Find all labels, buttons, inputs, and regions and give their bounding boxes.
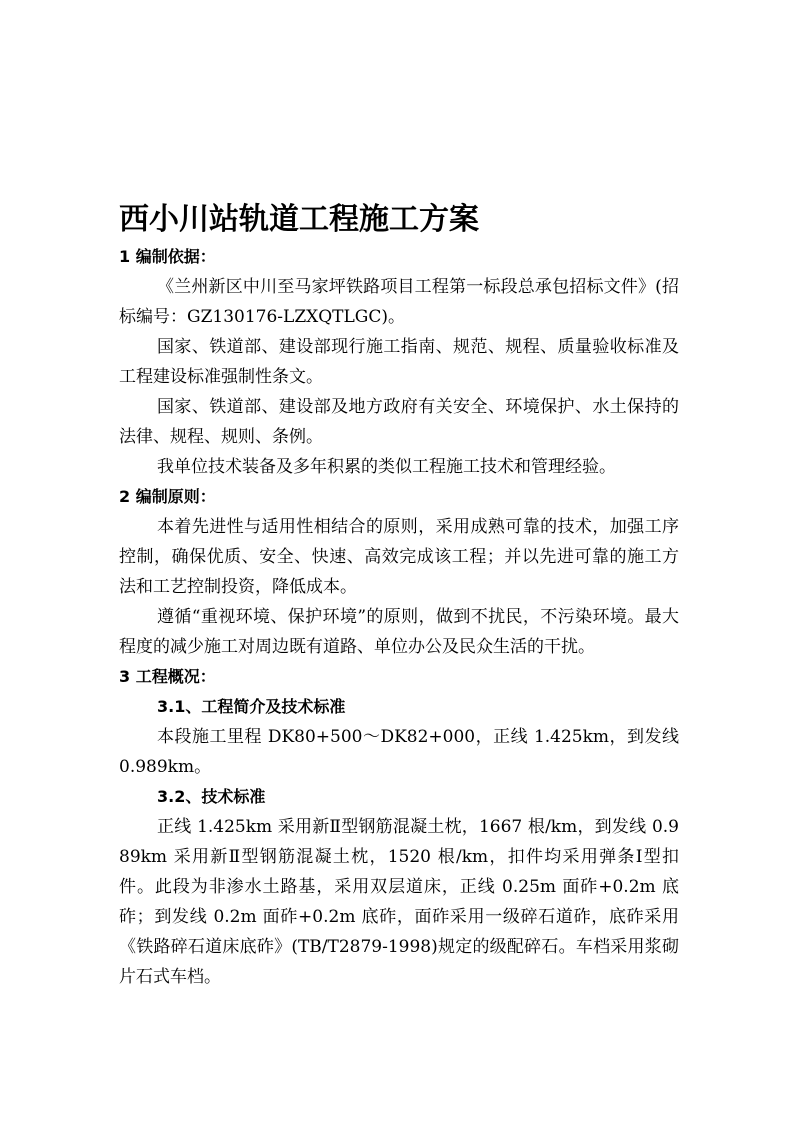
paragraph: 国家、铁道部、建设部及地方政府有关安全、环境保护、水土保持的法律、规程、规则、条例。	[119, 397, 679, 447]
subsection-heading-standards: 3.2、技术标准	[157, 787, 266, 806]
paragraph: 本段施工里程 DK80+500～DK82+000，正线 1.425km，到发线 0.989km。	[119, 727, 679, 777]
paragraph: 本着先进性与适用性相结合的原则，采用成熟可靠的技术，加强工序控制，确保优质、安全、快速、高效完成该工程；并以先进可靠的施工方法和工艺控制投资，降低成本。	[119, 517, 679, 597]
paragraph: 遵循“重视环境、保护环境”的原则，做到不扰民，不污染环境。最大程度的减少施工对周边既有道路、单位办公及民众生活的干扰。	[119, 607, 679, 657]
section-heading-principles: 2 编制原则：	[119, 487, 216, 506]
section-heading-overview: 3 工程概况：	[119, 667, 216, 686]
paragraph: 我单位技术装备及多年积累的类似工程施工技术和管理经验。	[157, 457, 616, 477]
document-title: 西小川站轨道工程施工方案	[119, 202, 479, 237]
paragraph: 国家、铁道部、建设部现行施工指南、规范、规程、质量验收标准及工程建设标准强制性条文。	[119, 337, 679, 387]
section-heading-basis: 1 编制依据：	[119, 247, 216, 266]
subsection-heading-intro: 3.1、工程简介及技术标准	[157, 697, 346, 716]
paragraph: 《兰州新区中川至马家坪铁路项目工程第一标段总承包招标文件》(招标编号：GZ130176-LZXQTLGC)。	[119, 277, 679, 327]
paragraph: 正线 1.425km 采用新Ⅱ型钢筋混凝土枕，1667 根/km，到发线 0.989km 采用新Ⅱ型钢筋混凝土枕，1520 根/km，扣件均采用弹条Ⅰ型扣件。此段为非渗水土路基，采用双层道床，正线 0.25m 面砟+0.2m 底砟；到发线 0.2m 面砟+0.2m 底砟，面砟采用一级碎石道砟，底砟采用《铁路碎石道床底砟》(TB/T2879-1998)规定的级配碎石。车档采用浆砌片石式车档。	[119, 817, 679, 987]
document-body	[119, 198, 679, 992]
